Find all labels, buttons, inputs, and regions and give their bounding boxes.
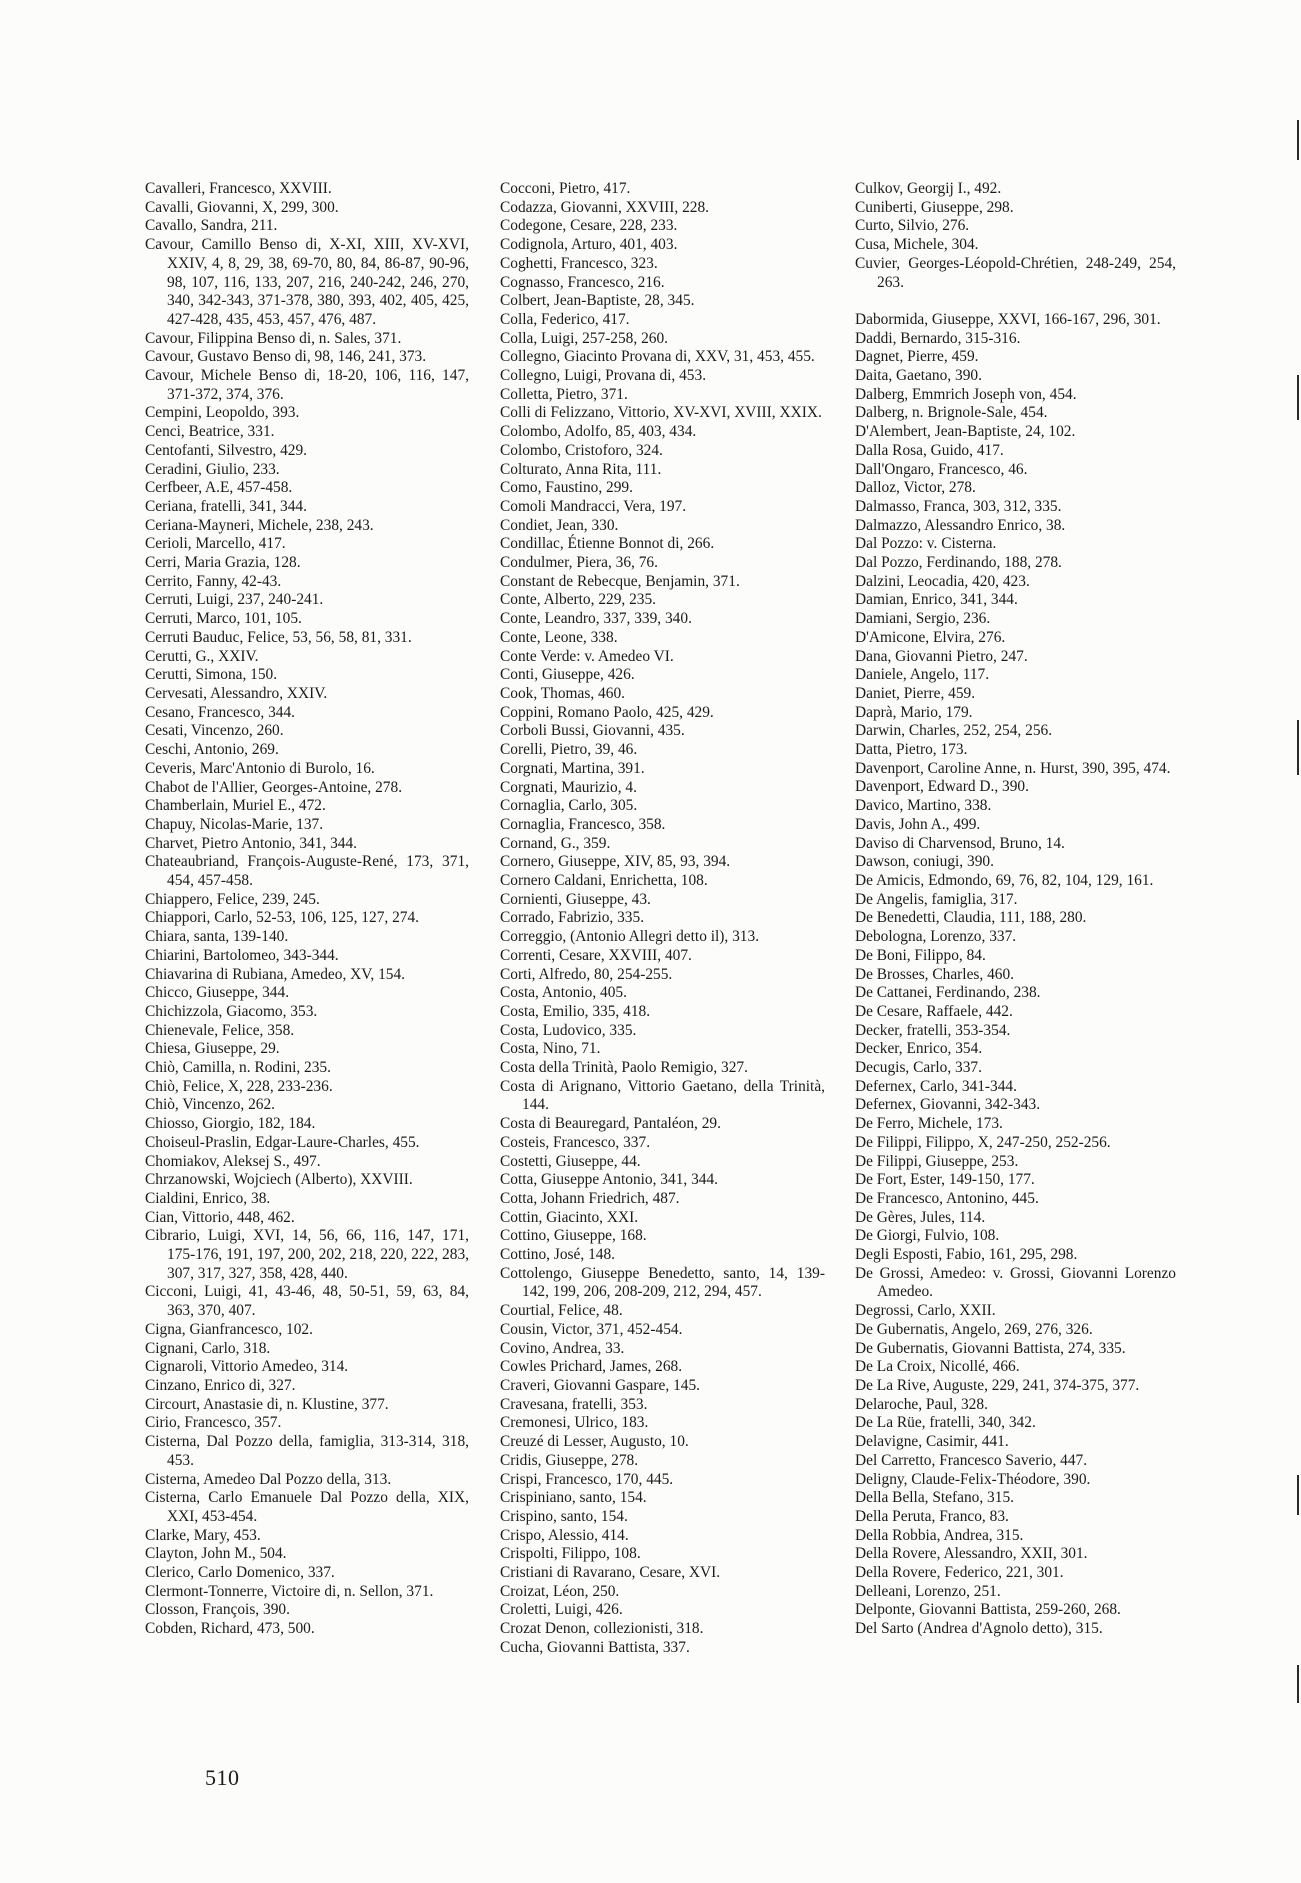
index-entry: Crispo, Alessio, 414. bbox=[500, 1526, 629, 1544]
index-entry: De Gubernatis, Giovanni Battista, 274, 335. bbox=[855, 1339, 1126, 1357]
index-entry: Cavour, Michele Benso di, 18-20, 106, 116, 147, 371-372, 374, 376. bbox=[145, 367, 469, 403]
index-entry: Culkov, Georgij I., 492. bbox=[855, 180, 1002, 197]
index-entry: Degrossi, Carlo, XXII. bbox=[855, 1302, 996, 1320]
index-entry: De Cattanei, Ferdinando, 238. bbox=[855, 984, 1041, 1002]
index-entry: Craveri, Giovanni Gaspare, 145. bbox=[500, 1377, 701, 1394]
index-entry: De Ferro, Michele, 173. bbox=[855, 1115, 1003, 1133]
index-entry: Davenport, Edward D., 390. bbox=[855, 778, 1029, 796]
index-entry: Chiarini, Bartolomeo, 343-344. bbox=[145, 946, 339, 964]
index-entry: Chrzanowski, Wojciech (Alberto), XXVIII. bbox=[145, 1171, 413, 1189]
index-entry: Dana, Giovanni Pietro, 247. bbox=[855, 647, 1028, 665]
index-entry: Codazza, Giovanni, XXVIII, 228. bbox=[500, 198, 709, 216]
scan-edge-mark bbox=[1297, 375, 1299, 420]
index-entry: Cotta, Johann Friedrich, 487. bbox=[500, 1189, 680, 1207]
index-entry: Chiara, santa, 139-140. bbox=[145, 928, 289, 946]
index-entry: Datta, Pietro, 173. bbox=[855, 741, 968, 759]
index-entry: Croletti, Luigi, 426. bbox=[500, 1601, 623, 1619]
index-entry: Codignola, Arturo, 401, 403. bbox=[500, 236, 678, 254]
index-column-1 bbox=[145, 180, 469, 1639]
index-entry: Cornero, Giuseppe, XIV, 85, 93, 394. bbox=[500, 853, 731, 871]
index-entry: Clermont-Tonnerre, Victoire di, n. Sellon, 371. bbox=[145, 1582, 434, 1600]
index-entry: Cottino, Giuseppe, 168. bbox=[500, 1227, 647, 1245]
index-entry: Delaroche, Paul, 328. bbox=[855, 1395, 988, 1413]
index-entry: Circourt, Anastasie di, n. Klustine, 377. bbox=[145, 1395, 389, 1413]
index-entry: Cervesati, Alessandro, XXIV. bbox=[145, 684, 328, 702]
index-entry: Cottino, José, 148. bbox=[500, 1246, 616, 1264]
index-entry: Centofanti, Silvestro, 429. bbox=[145, 441, 308, 459]
index-entry: Dalberg, n. Brignole-Sale, 454. bbox=[855, 404, 1048, 422]
index-entry: Cottolengo, Giuseppe Benedetto, santo, 14, 139-142, 199, 206, 208-209, 212, 294, 457. bbox=[500, 1264, 825, 1301]
index-entry: Cesati, Vincenzo, 260. bbox=[145, 722, 284, 740]
index-entry: Cerruti, Marco, 101, 105. bbox=[145, 610, 302, 628]
index-entry: Dalla Rosa, Guido, 417. bbox=[855, 441, 1004, 459]
index-entry: Chateaubriand, François-Auguste-René, 173, 371, 454, 457-458. bbox=[145, 853, 469, 890]
index-entry: De Boni, Filippo, 84. bbox=[855, 946, 986, 964]
index-entry: Codegone, Cesare, 228, 233. bbox=[500, 217, 678, 235]
index-entry: Della Robbia, Andrea, 315. bbox=[855, 1526, 1024, 1544]
index-entry: De Fort, Ester, 149-150, 177. bbox=[855, 1171, 1035, 1189]
index-entry: Costetti, Giuseppe, 44. bbox=[500, 1152, 641, 1170]
index-entry: Colturato, Anna Rita, 111. bbox=[500, 460, 662, 478]
index-entry: Curto, Silvio, 276. bbox=[855, 217, 970, 235]
index-entry: Cocconi, Pietro, 417. bbox=[500, 180, 631, 197]
index-entry: Coghetti, Francesco, 323. bbox=[500, 254, 658, 272]
index-entry: Davenport, Caroline Anne, n. Hurst, 390, 395, 474. bbox=[855, 759, 1171, 777]
index-entry: Cenci, Beatrice, 331. bbox=[145, 423, 275, 441]
index-entry: Comoli Mandracci, Vera, 197. bbox=[500, 497, 687, 515]
index-entry: Chabot de l'Allier, Georges-Antoine, 278. bbox=[145, 778, 403, 796]
index-entry: Cook, Thomas, 460. bbox=[500, 684, 625, 702]
index-entry: Dall'Ongaro, Francesco, 46. bbox=[855, 460, 1028, 478]
index-column-2 bbox=[500, 180, 825, 1658]
index-entry: Decugis, Carlo, 337. bbox=[855, 1059, 982, 1077]
index-entry: Cisterna, Carlo Emanuele Dal Pozzo della, XIX, XXI, 453-454. bbox=[145, 1489, 469, 1525]
index-entry: De Gubernatis, Angelo, 269, 276, 326. bbox=[855, 1320, 1093, 1338]
index-entry: Cisterna, Amedeo Dal Pozzo della, 313. bbox=[145, 1470, 392, 1488]
index-entry: Corrado, Fabrizio, 335. bbox=[500, 909, 645, 927]
index-entry: Costa di Arignano, Vittorio Gaetano, della Trinità, 144. bbox=[500, 1077, 825, 1114]
index-entry: Cibrario, Luigi, XVI, 14, 56, 66, 116, 147, 171, 175-176, 191, 197, 200, 202, 218, 220, 222, 283, 307, 317, 327, 358, 428, 440. bbox=[145, 1227, 469, 1282]
index-entry: Chiosso, Giorgio, 182, 184. bbox=[145, 1115, 316, 1133]
index-entry: Conte, Alberto, 229, 235. bbox=[500, 591, 657, 609]
index-entry: Colletta, Pietro, 371. bbox=[500, 385, 628, 403]
index-entry: Chomiakov, Aleksej S., 497. bbox=[145, 1152, 321, 1170]
index-entry: Condulmer, Piera, 36, 76. bbox=[500, 554, 658, 572]
index-entry: Covino, Andrea, 33. bbox=[500, 1339, 625, 1357]
index-entry: Damian, Enrico, 341, 344. bbox=[855, 591, 1018, 609]
index-entry: Dal Pozzo, Ferdinando, 188, 278. bbox=[855, 554, 1062, 572]
index-entry: Chapuy, Nicolas-Marie, 137. bbox=[145, 815, 324, 833]
index-entry: Cravesana, fratelli, 353. bbox=[500, 1395, 648, 1413]
index-entry: Correnti, Cesare, XXVIII, 407. bbox=[500, 946, 692, 964]
index-entry: Colombo, Cristoforo, 324. bbox=[500, 441, 663, 459]
index-entry: Cucha, Giovanni Battista, 337. bbox=[500, 1638, 690, 1656]
index-entry: Cavallo, Sandra, 211. bbox=[145, 217, 278, 235]
index-entry: Cuvier, Georges-Léopold-Chrétien, 248-249, 254, 263. bbox=[855, 254, 1176, 291]
index-entry: Del Sarto (Andrea d'Agnolo detto), 315. bbox=[855, 1620, 1103, 1638]
index-entry: De Angelis, famiglia, 317. bbox=[855, 890, 1018, 908]
index-entry: Debologna, Lorenzo, 337. bbox=[855, 928, 1017, 946]
index-entry: Cornand, G., 359. bbox=[500, 834, 611, 852]
index-entry: Cerruti, Luigi, 237, 240-241. bbox=[145, 591, 324, 609]
index-entry: Corgnati, Martina, 391. bbox=[500, 759, 645, 777]
index-entry: Cavour, Camillo Benso di, X-XI, XIII, XV-XVI, XXIV, 4, 8, 29, 38, 69-70, 80, 84, 86-87, 90-96, 98, 107, 116, 133, 207, 216, 240-242, 246, 270, 340, 342-343, 371-378, 380, 393, 402, 405, 425, 427-428, 435, 453, 457, 476, 487. bbox=[145, 236, 469, 328]
index-entry: Cavour, Gustavo Benso di, 98, 146, 241, 373. bbox=[145, 348, 427, 366]
index-entry: Costa di Beauregard, Pantaléon, 29. bbox=[500, 1115, 721, 1133]
index-entry: Crozat Denon, collezionisti, 318. bbox=[500, 1620, 704, 1638]
index-entry: De La Rüe, fratelli, 340, 342. bbox=[855, 1414, 1036, 1432]
index-entry: Conte, Leone, 338. bbox=[500, 628, 618, 646]
index-entry: Chiò, Vincenzo, 262. bbox=[145, 1096, 276, 1114]
index-entry: Colombo, Adolfo, 85, 403, 434. bbox=[500, 423, 697, 441]
index-entry: Cerrito, Fanny, 42-43. bbox=[145, 572, 282, 590]
scan-edge-mark bbox=[1297, 120, 1299, 160]
index-entry: Decker, fratelli, 353-354. bbox=[855, 1021, 1011, 1039]
index-entry: Colbert, Jean-Baptiste, 28, 345. bbox=[500, 292, 695, 310]
index-entry: Closson, François, 390. bbox=[145, 1601, 290, 1619]
index-entry: Dalloz, Victor, 278. bbox=[855, 479, 976, 497]
index-entry: Costa, Nino, 71. bbox=[500, 1040, 601, 1058]
index-entry: De Francesco, Antonino, 445. bbox=[855, 1189, 1039, 1207]
scan-edge-mark bbox=[1297, 1475, 1299, 1515]
index-entry: Cobden, Richard, 473, 500. bbox=[145, 1620, 315, 1638]
index-entry: Crispolti, Filippo, 108. bbox=[500, 1545, 641, 1563]
index-entry: Davis, John A., 499. bbox=[855, 815, 981, 833]
index-entry: D'Amicone, Elvira, 276. bbox=[855, 628, 1006, 646]
index-entry: Daniet, Pierre, 459. bbox=[855, 684, 976, 702]
index-entry: Cuniberti, Giuseppe, 298. bbox=[855, 198, 1014, 216]
index-entry: Dawson, coniugi, 390. bbox=[855, 853, 994, 871]
index-entry: Cesano, Francesco, 344. bbox=[145, 703, 296, 721]
index-entry: Defernex, Carlo, 341-344. bbox=[855, 1077, 1017, 1095]
index-entry: Chienevale, Felice, 358. bbox=[145, 1021, 295, 1039]
index-entry: De Filippi, Giuseppe, 253. bbox=[855, 1152, 1019, 1170]
index-entry: Courtial, Felice, 48. bbox=[500, 1302, 623, 1320]
index-entry: Conti, Giuseppe, 426. bbox=[500, 666, 635, 684]
index-entry: Deligny, Claude-Felix-Théodore, 390. bbox=[855, 1470, 1091, 1488]
index-entry: Ceradini, Giulio, 233. bbox=[145, 460, 280, 478]
index-entry: Chiappero, Felice, 239, 245. bbox=[145, 890, 320, 908]
index-entry: Costa della Trinità, Paolo Remigio, 327. bbox=[500, 1059, 748, 1077]
index-entry: Cottin, Giacinto, XXI. bbox=[500, 1208, 639, 1226]
page-number: 510 bbox=[205, 1765, 240, 1790]
index-entry: De Brosses, Charles, 460. bbox=[855, 965, 1015, 983]
index-entry: Delleani, Lorenzo, 251. bbox=[855, 1582, 1001, 1600]
index-entry: Cowles Prichard, James, 268. bbox=[500, 1358, 683, 1376]
index-entry: Dalmasso, Franca, 303, 312, 335. bbox=[855, 497, 1062, 515]
index-entry: Crispi, Francesco, 170, 445. bbox=[500, 1470, 674, 1488]
index-entry: Cusa, Michele, 304. bbox=[855, 236, 979, 254]
index-entry: Creuzé di Lesser, Augusto, 10. bbox=[500, 1433, 689, 1451]
index-entry: De Giorgi, Fulvio, 108. bbox=[855, 1227, 1000, 1245]
index-entry: Colla, Luigi, 257-258, 260. bbox=[500, 329, 669, 347]
index-entry: Daddi, Bernardo, 315-316. bbox=[855, 329, 1021, 347]
index-entry: Condiet, Jean, 330. bbox=[500, 516, 619, 534]
index-entry: Collegno, Luigi, Provana di, 453. bbox=[500, 367, 707, 385]
index-entry: Davico, Martino, 338. bbox=[855, 797, 992, 815]
index-entry: Conte Verde: v. Amedeo VI. bbox=[500, 647, 674, 665]
index-entry: Colli di Felizzano, Vittorio, XV-XVI, XVIII, XXIX. bbox=[500, 404, 822, 422]
index-entry: De Amicis, Edmondo, 69, 76, 82, 104, 129, 161. bbox=[855, 872, 1154, 889]
index-entry: Cornero Caldani, Enrichetta, 108. bbox=[500, 872, 708, 890]
index-entry: Cian, Vittorio, 448, 462. bbox=[145, 1208, 295, 1226]
index-entry: Crispiniano, santo, 154. bbox=[500, 1489, 647, 1507]
index-entry: Darwin, Charles, 252, 254, 256. bbox=[855, 722, 1053, 740]
index-entry: Cerioli, Marcello, 417. bbox=[145, 535, 286, 553]
index-entry: Dabormida, Giuseppe, XXVI, 166-167, 296, 301. bbox=[855, 310, 1161, 328]
index-entry: Dalberg, Emmrich Joseph von, 454. bbox=[855, 385, 1077, 403]
index-entry: Clerico, Carlo Domenico, 337. bbox=[145, 1564, 335, 1582]
index-entry: De Cesare, Raffaele, 442. bbox=[855, 1002, 1013, 1020]
index-entry: Del Carretto, Francesco Saverio, 447. bbox=[855, 1451, 1088, 1469]
index-entry: Ceschi, Antonio, 269. bbox=[145, 741, 279, 759]
index-entry: De La Croix, Nicollé, 466. bbox=[855, 1358, 1020, 1376]
scan-edge-mark bbox=[1297, 720, 1299, 775]
index-entry: Cerutti, Simona, 150. bbox=[145, 666, 278, 684]
index-entry: Cornaglia, Francesco, 358. bbox=[500, 815, 666, 833]
index-entry: Condillac, Étienne Bonnot di, 266. bbox=[500, 535, 715, 553]
index-entry: Delponte, Giovanni Battista, 259-260, 268. bbox=[855, 1601, 1121, 1619]
index-entry: Decker, Enrico, 354. bbox=[855, 1040, 983, 1058]
index-entry: Daprà, Mario, 179. bbox=[855, 703, 973, 721]
index-entry: Costa, Antonio, 405. bbox=[500, 984, 627, 1002]
index-entry: Cinzano, Enrico di, 327. bbox=[145, 1377, 296, 1394]
index-entry: Damiani, Sergio, 236. bbox=[855, 610, 991, 628]
index-entry: Clayton, John M., 504. bbox=[145, 1545, 287, 1563]
index-entry: Della Rovere, Federico, 221, 301. bbox=[855, 1564, 1064, 1582]
index-entry: Cornaglia, Carlo, 305. bbox=[500, 797, 638, 815]
index-entry: Correggio, (Antonio Allegri detto il), 313. bbox=[500, 928, 760, 946]
index-entry: Dalmazzo, Alessandro Enrico, 38. bbox=[855, 516, 1066, 534]
index-entry: Cerutti, G., XXIV. bbox=[145, 647, 259, 665]
index-entry: Cousin, Victor, 371, 452-454. bbox=[500, 1320, 683, 1338]
index-entry: Costeis, Francesco, 337. bbox=[500, 1133, 651, 1151]
index-entry: Como, Faustino, 299. bbox=[500, 479, 633, 497]
index-entry: Degli Esposti, Fabio, 161, 295, 298. bbox=[855, 1246, 1078, 1264]
index-entry: Corboli Bussi, Giovanni, 435. bbox=[500, 722, 685, 740]
index-entry: Ceriana, fratelli, 341, 344. bbox=[145, 497, 307, 515]
index-entry: Cerri, Maria Grazia, 128. bbox=[145, 554, 301, 572]
index-entry: Defernex, Giovanni, 342-343. bbox=[855, 1096, 1041, 1114]
index-entry: Cotta, Giuseppe Antonio, 341, 344. bbox=[500, 1171, 719, 1189]
index-entry: Chamberlain, Muriel E., 472. bbox=[145, 797, 326, 815]
index-entry: Cornienti, Giuseppe, 43. bbox=[500, 890, 651, 908]
index-entry: De Gères, Jules, 114. bbox=[855, 1208, 986, 1226]
index-entry: Cignani, Carlo, 318. bbox=[145, 1339, 271, 1357]
index-entry: Delavigne, Casimir, 441. bbox=[855, 1433, 1009, 1451]
index-entry: Ceriana-Mayneri, Michele, 238, 243. bbox=[145, 516, 374, 534]
index-entry: Constant de Rebecque, Benjamin, 371. bbox=[500, 572, 740, 590]
index-entry: Cognasso, Francesco, 216. bbox=[500, 273, 665, 291]
index-entry: Cavalli, Giovanni, X, 299, 300. bbox=[145, 198, 339, 216]
index-entry: Conte, Leandro, 337, 339, 340. bbox=[500, 610, 692, 628]
index-entry: Daniele, Angelo, 117. bbox=[855, 666, 990, 684]
index-entry: Costa, Ludovico, 335. bbox=[500, 1021, 637, 1039]
index-entry: Choiseul-Praslin, Edgar-Laure-Charles, 455. bbox=[145, 1133, 420, 1151]
index-entry: Cristiani di Ravarano, Cesare, XVI. bbox=[500, 1564, 721, 1582]
index-entry: Cigna, Gianfrancesco, 102. bbox=[145, 1320, 313, 1338]
index-entry: Chiò, Camilla, n. Rodini, 235. bbox=[145, 1059, 331, 1077]
index-entry: Dal Pozzo: v. Cisterna. bbox=[855, 535, 997, 553]
index-entry: Chiò, Felice, X, 228, 233-236. bbox=[145, 1077, 333, 1095]
index-entry: De La Rive, Auguste, 229, 241, 374-375, 377. bbox=[855, 1376, 1140, 1394]
index-entry: Corelli, Pietro, 39, 46. bbox=[500, 741, 638, 759]
index-entry: Cerruti Bauduc, Felice, 53, 56, 58, 81, 331. bbox=[145, 628, 412, 646]
index-entry: Chiesa, Giuseppe, 29. bbox=[145, 1040, 280, 1058]
index-entry: De Grossi, Amedeo: v. Grossi, Giovanni Lorenzo Amedeo. bbox=[855, 1264, 1176, 1301]
index-entry: Cempini, Leopoldo, 393. bbox=[145, 404, 300, 422]
index-entry: Cisterna, Dal Pozzo della, famiglia, 313-314, 318, 453. bbox=[145, 1433, 469, 1469]
index-entry: Cicconi, Luigi, 41, 43-46, 48, 50-51, 59, 63, 84, 363, 370, 407. bbox=[145, 1283, 469, 1320]
index-entry: Ceveris, Marc'Antonio di Burolo, 16. bbox=[145, 759, 375, 777]
index-entry: Cremonesi, Ulrico, 183. bbox=[500, 1414, 649, 1432]
index-entry: Cignaroli, Vittorio Amedeo, 314. bbox=[145, 1358, 349, 1376]
index-entry: Collegno, Giacinto Provana di, XXV, 31, 453, 455. bbox=[500, 348, 815, 366]
index-entry: Daita, Gaetano, 390. bbox=[855, 367, 982, 385]
index-entry: Cerfbeer, A.E, 457-458. bbox=[145, 479, 293, 497]
index-entry: Clarke, Mary, 453. bbox=[145, 1526, 261, 1544]
index-entry: Chicco, Giuseppe, 344. bbox=[145, 984, 290, 1002]
index-entry: Colla, Federico, 417. bbox=[500, 310, 630, 328]
index-entry: Della Rovere, Alessandro, XXII, 301. bbox=[855, 1545, 1088, 1563]
index-entry: De Benedetti, Claudia, 111, 188, 280. bbox=[855, 909, 1087, 927]
index-entry: Della Peruta, Franco, 83. bbox=[855, 1507, 1009, 1525]
index-entry: Cavalleri, Francesco, XXVIII. bbox=[145, 180, 332, 197]
index-spacer bbox=[855, 292, 1176, 311]
index-entry: Costa, Emilio, 335, 418. bbox=[500, 1002, 651, 1020]
scan-edge-mark bbox=[1297, 1665, 1299, 1703]
index-entry: Cialdini, Enrico, 38. bbox=[145, 1189, 271, 1207]
index-entry: Corti, Alfredo, 80, 254-255. bbox=[500, 965, 673, 983]
index-entry: Chiavarina di Rubiana, Amedeo, XV, 154. bbox=[145, 965, 406, 983]
index-entry: Croizat, Léon, 250. bbox=[500, 1582, 620, 1600]
index-entry: Daviso di Charvensod, Bruno, 14. bbox=[855, 834, 1065, 852]
index-entry: Coppini, Romano Paolo, 425, 429. bbox=[500, 703, 714, 721]
index-entry: Cirio, Francesco, 357. bbox=[145, 1414, 282, 1432]
index-entry: Cridis, Giuseppe, 278. bbox=[500, 1451, 639, 1469]
index-entry: De Filippi, Filippo, X, 247-250, 252-256. bbox=[855, 1133, 1111, 1151]
index-entry: Dagnet, Pierre, 459. bbox=[855, 348, 979, 366]
index-column-3 bbox=[855, 180, 1176, 1639]
index-entry: Dalzini, Leocadia, 420, 423. bbox=[855, 572, 1030, 590]
index-entry: Della Bella, Stefano, 315. bbox=[855, 1489, 1014, 1507]
index-entry: Cavour, Filippina Benso di, n. Sales, 371. bbox=[145, 329, 402, 347]
index-entry: Corgnati, Maurizio, 4. bbox=[500, 778, 637, 796]
index-entry: Chichizzola, Giacomo, 353. bbox=[145, 1002, 318, 1020]
index-entry: D'Alembert, Jean-Baptiste, 24, 102. bbox=[855, 423, 1076, 441]
index-entry: Chiappori, Carlo, 52-53, 106, 125, 127, 274. bbox=[145, 909, 420, 927]
index-entry: Crispino, santo, 154. bbox=[500, 1507, 628, 1525]
index-entry: Charvet, Pietro Antonio, 341, 344. bbox=[145, 834, 358, 852]
